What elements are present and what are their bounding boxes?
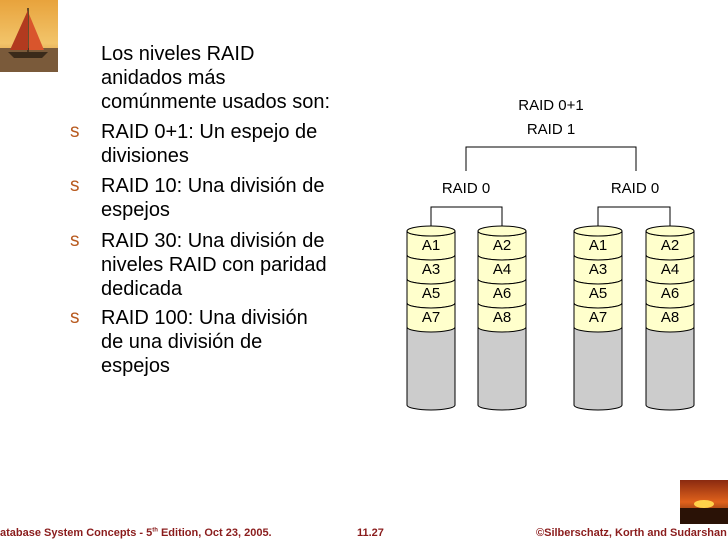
disk	[574, 226, 622, 410]
disk	[646, 226, 694, 410]
disk	[478, 226, 526, 410]
intro-line: anidados más	[101, 67, 226, 89]
bullet-line: de una división de	[101, 331, 263, 353]
disk-block-label: A6	[492, 285, 512, 302]
bullet-marker: s	[70, 230, 80, 251]
disk-block-label: A2	[660, 237, 680, 254]
disk-block-label: A1	[421, 237, 441, 254]
disk-block-label: A5	[588, 285, 608, 302]
bullet-line: divisiones	[101, 145, 189, 167]
left-raid0-bracket	[431, 207, 502, 226]
raid1-bracket	[466, 147, 636, 171]
disk-block-label: A2	[492, 237, 512, 254]
bullet-marker: s	[70, 175, 80, 196]
disk-top-cap	[646, 226, 694, 236]
footer-copyright: ©Silberschatz, Korth and Sudarshan	[536, 527, 727, 539]
disk-top-cap	[574, 226, 622, 236]
disk-array	[407, 226, 694, 410]
disk	[407, 226, 455, 410]
bullet-marker: s	[70, 121, 80, 142]
footer-title-prefix: atabase System Concepts - 5	[0, 527, 153, 539]
footer-title-suffix: Edition, Oct 23, 2005.	[157, 527, 272, 539]
disk-block-label: A3	[421, 261, 441, 278]
bullet-line: RAID 10: Una división de	[101, 175, 325, 197]
disk-block-label: A4	[492, 261, 512, 278]
footer-page-number: 11.27	[357, 527, 384, 539]
right-raid0-bracket	[598, 207, 670, 226]
sunset-image	[680, 480, 728, 524]
disk-top-cap	[478, 226, 526, 236]
intro-line: comúnmente usados son:	[101, 91, 331, 113]
bullet-marker: s	[70, 307, 80, 328]
disk-block-label: A8	[492, 309, 512, 326]
disk-block-label: A7	[421, 309, 441, 326]
bullet-line: RAID 0+1: Un espejo de	[101, 121, 318, 143]
bullet-line: niveles RAID con paridad	[101, 254, 327, 276]
bullet-line: espejos	[101, 355, 170, 377]
disk-block-label: A1	[588, 237, 608, 254]
bullet-line: dedicada	[101, 278, 183, 300]
disk-block-label: A6	[660, 285, 680, 302]
disk-top-cap	[407, 226, 455, 236]
bullet-line: espejos	[101, 199, 170, 221]
disk-block-label: A4	[660, 261, 680, 278]
raid1-label: RAID 1	[526, 121, 576, 138]
footer-title-sup: th	[152, 527, 158, 534]
bullet-line: RAID 100: Una división	[101, 307, 308, 329]
disk-block-label: A8	[660, 309, 680, 326]
intro-line: Los niveles RAID	[101, 43, 255, 65]
disk-block-label: A7	[588, 309, 608, 326]
left-raid0-label: RAID 0	[441, 180, 491, 197]
disk-block-label: A5	[421, 285, 441, 302]
footer-book-title	[0, 527, 272, 539]
raid01-label: RAID 0+1	[518, 97, 584, 114]
bullet-line: RAID 30: Una división de	[101, 230, 325, 252]
disk-block-label: A3	[588, 261, 608, 278]
right-raid0-label: RAID 0	[610, 180, 660, 197]
